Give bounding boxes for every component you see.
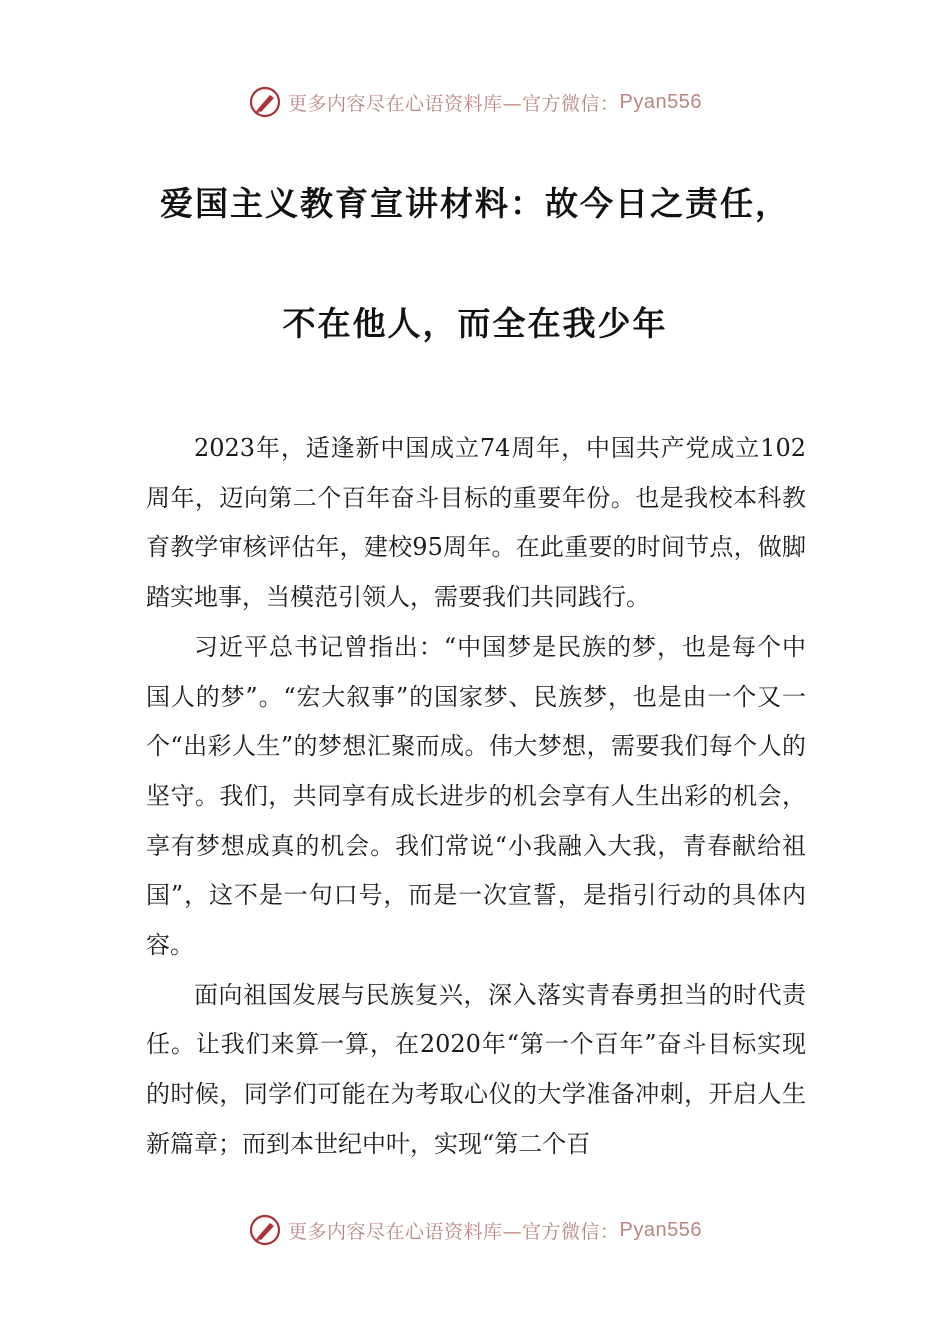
watermark-header bbox=[0, 82, 950, 122]
watermark-site-text: 更多内容尽在心语资料库—官方微信： bbox=[288, 92, 620, 115]
pen-nib-icon bbox=[248, 1213, 282, 1247]
document-title-line-1: 爱国主义教育宣讲材料：故今日之责任， bbox=[160, 184, 790, 223]
paragraph: 面向祖国发展与民族复兴，深入落实青春勇担当的时代责任。让我们来算一算，在2020年“第一个百年”奋斗目标实现的时候，同学们可能在为考取心仪的大学准备冲刺，开启人生新篇章；而到本世纪中叶，实现“第二个百 bbox=[146, 980, 806, 1158]
paragraph: 习近平总书记曾指出：“中国梦是民族的梦，也是每个中国人的梦”。“宏大叙事”的国家梦、民族梦，也是由一个又一个“出彩人生”的梦想汇聚而成。伟大梦想，需要我们每个人的坚守。我们，共同享有成长进步的机会享有人生出彩的机会，享有梦想成真的机会。我们常说“小我融入大我，青春献给祖国”，这不是一句口号，而是一次宣誓，是指引行动的具体内容。 bbox=[146, 632, 806, 960]
watermark-wechat-id: Pyan556 bbox=[619, 1218, 702, 1241]
watermark-footer bbox=[0, 1210, 950, 1250]
document-body bbox=[146, 424, 806, 1170]
watermark-site-text: 更多内容尽在心语资料库—官方微信： bbox=[288, 1220, 620, 1243]
paragraph: 2023年，适逢新中国成立74周年，中国共产党成立102周年，迈向第二个百年奋斗目标的重要年份。也是我校本科教育教学审核评估年，建校95周年。在此重要的时间节点，做脚踏实地事，当模范引领人，需要我们共同践行。 bbox=[146, 434, 806, 612]
pen-nib-icon bbox=[248, 85, 282, 119]
document-title-line-2: 不在他人，而全在我少年 bbox=[282, 304, 668, 343]
watermark-wechat-id: Pyan556 bbox=[619, 90, 702, 113]
